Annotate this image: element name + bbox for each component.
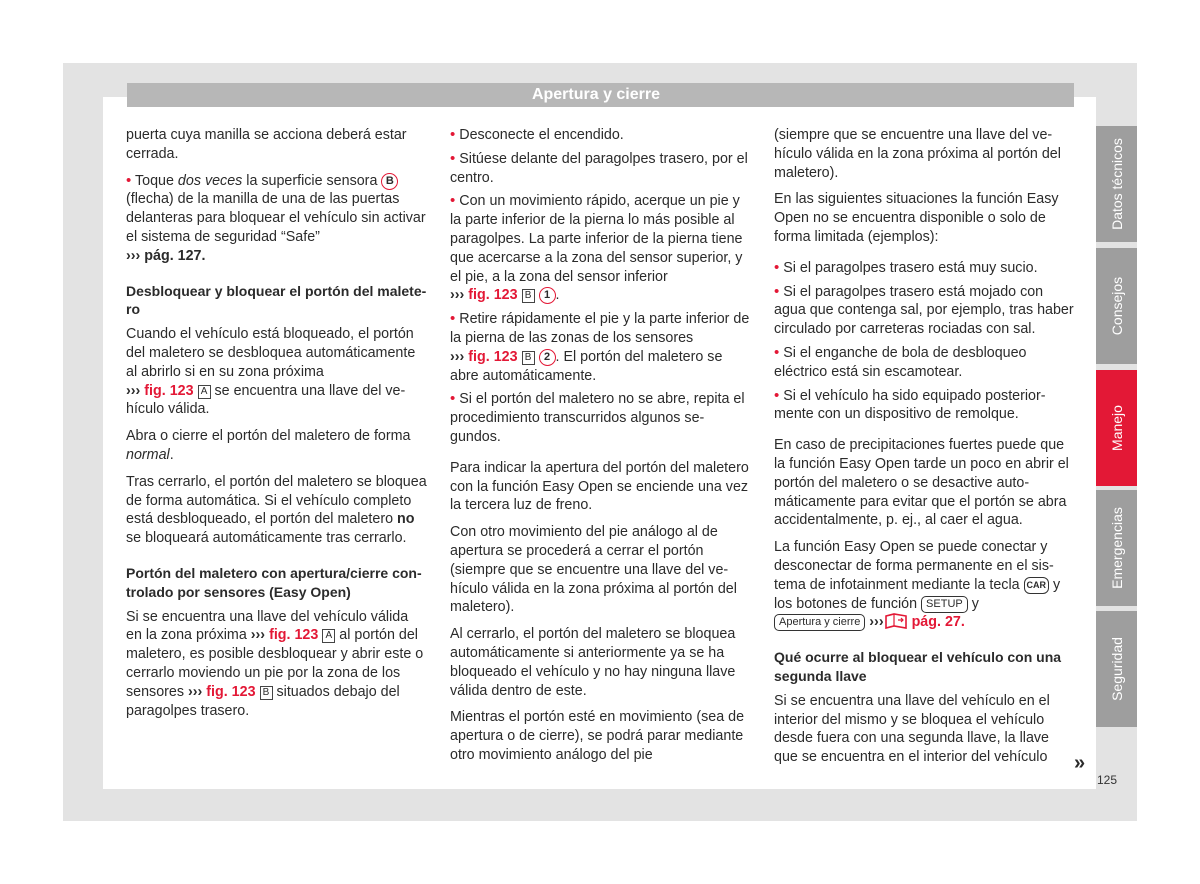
arrow-icon: ›››	[869, 614, 884, 631]
text: (flecha) de la manilla de una de las puertas delanteras para bloquear el vehículo sin activar el sistema de seguridad “Safe”	[126, 191, 426, 245]
text: y	[967, 595, 979, 612]
figure-callout-b: B	[522, 289, 535, 303]
tab-seguridad[interactable]	[1096, 611, 1137, 727]
bullet-item	[450, 390, 750, 446]
text: se encuentra una llave del vehículo válida.	[126, 382, 406, 418]
bullet-item	[774, 283, 1076, 339]
bullet-item	[450, 126, 750, 145]
figure-reference-link[interactable]	[126, 383, 194, 399]
ref-label: fig. 123	[468, 287, 518, 304]
setup-key-icon: SETUP	[921, 596, 968, 613]
text: Con un movimiento rápido, acerque un pie y la parte inferior de la pierna lo más posible al paragolpes. La parte inferior de la pierna tiene que acercarse a la zona del sensor superior, y el pie, a la zona del sensor inferior	[450, 193, 743, 285]
callout-2: 2	[539, 349, 556, 366]
figure-reference-link[interactable]	[188, 684, 256, 700]
tab-label: Datos técnicos	[1108, 138, 1125, 230]
continue-icon: »	[1074, 752, 1086, 774]
bullet-icon: •	[774, 258, 780, 276]
figure-callout-a: A	[322, 629, 335, 643]
figure-callout-b: B	[522, 351, 535, 365]
text: Cuando el vehículo está bloqueado, el portón del maletero se desbloquea automáticamente al abrirlo si en su zona próxima	[126, 326, 416, 380]
text: Retire rápidamente el pie y la parte inferior de la pierna de las zonas de los sensores	[450, 311, 750, 346]
function-key-apertura: Apertura y cierre	[774, 614, 865, 631]
bullet-icon: •	[450, 192, 456, 210]
bullet-icon: •	[450, 310, 456, 328]
ref-label: fig. 123	[468, 348, 518, 365]
tab-label: Seguridad	[1108, 637, 1125, 701]
bullet-item	[126, 172, 428, 266]
figure-reference-link[interactable]	[450, 287, 518, 303]
text: Si el portón del maletero no se abre, repita el procedimiento transcurridos algunos segundos.	[450, 391, 745, 445]
text: Si el vehículo ha sido equipado posteriormente con un dispositivo de remolque.	[774, 387, 1046, 423]
bullet-item	[774, 387, 1076, 425]
emphasis: dos veces	[177, 172, 243, 189]
ref-label: pág. 27.	[911, 614, 965, 631]
tab-label: Consejos	[1108, 276, 1125, 336]
arrow-icon: ›››	[126, 247, 141, 264]
bullet-icon: •	[774, 343, 780, 361]
tab-datos-tecnicos[interactable]	[1096, 126, 1137, 242]
ref-label: fig. 123	[144, 382, 194, 399]
page-reference-link[interactable]	[126, 248, 205, 264]
paragraph	[126, 473, 428, 548]
text: la superficie sensora	[242, 172, 382, 189]
bullet-item	[450, 150, 750, 188]
text: se bloqueará automáticamente tras cerrarlo.	[126, 530, 407, 547]
text: . El portón del maletero se abre automáticamente.	[450, 348, 723, 384]
paragraph	[126, 608, 428, 721]
paragraph: Con otro movimiento del pie análogo al de apertura se procederá a cerrar el portón (siempre que se encuentre una llave del vehículo válida en la zona próxima al portón del maletero).	[450, 524, 737, 616]
text: Desconecte el encendido.	[459, 127, 624, 143]
tab-manejo[interactable]	[1096, 370, 1137, 486]
text: Tras cerrarlo, el portón del maletero se bloquea de forma automática. Si el vehículo completo está desbloqueado, el portón del maletero	[126, 473, 427, 528]
figure-reference-link[interactable]	[450, 349, 518, 365]
tab-consejos[interactable]	[1096, 248, 1137, 364]
bullet-icon: •	[774, 386, 780, 404]
text: Toque	[134, 172, 178, 189]
subheading: Desbloquear y bloquear el portón del maletero	[126, 282, 427, 318]
arrow-icon: ›››	[187, 683, 203, 700]
figure-callout-a: A	[198, 385, 211, 399]
paragraph: Si se encuentra una llave del vehículo en el interior del mismo y se bloquea el vehículo desde fuera con una segunda llave, la llave que se encuentra en el interior del vehículo	[774, 692, 1050, 766]
paragraph: Mientras el portón esté en movimiento (sea de apertura o de cierre), se podrá parar mediante otro movimiento análogo del pie	[450, 709, 745, 763]
ref-label: pág. 127.	[144, 247, 206, 264]
tab-label: Emergencias	[1108, 507, 1125, 589]
column-1	[126, 126, 428, 728]
text: Sitúese delante del paragolpes trasero, por el centro.	[450, 150, 748, 186]
subheading: Qué ocurre al bloquear el vehículo con una segunda llave	[774, 649, 1062, 684]
column-3	[774, 126, 1076, 775]
car-key-icon: CAR	[1024, 577, 1050, 594]
bullet-icon: •	[450, 149, 456, 167]
figure-callout-b: B	[260, 686, 273, 700]
tab-emergencias[interactable]	[1096, 490, 1137, 606]
text: Si el paragolpes trasero está muy sucio.	[783, 259, 1038, 276]
paragraph: Para indicar la apertura del portón del maletero con la función Easy Open se enciende una vez la tercera luz de freno.	[450, 459, 749, 514]
text: situados debajo del paragolpes trasero.	[126, 683, 400, 719]
text: .	[169, 446, 174, 463]
section-header: Apertura y cierre	[127, 83, 1074, 107]
bullet-item	[774, 259, 1076, 278]
subheading: Portón del maletero con apertura/cierre controlado por sensores (Easy Open)	[126, 564, 422, 600]
paragraph: En las siguientes situaciones la función Easy Open no se encuentra disponible o solo de forma limitada (ejemplos):	[774, 191, 1059, 245]
column-2	[450, 126, 750, 773]
text: y los botones de función	[774, 576, 1061, 612]
callout-b: B	[381, 173, 398, 190]
ref-label: fig. 123	[206, 683, 256, 700]
book-reference-icon	[884, 613, 908, 629]
ref-label: fig. 123	[269, 627, 319, 644]
callout-1: 1	[539, 287, 556, 304]
bullet-icon: •	[774, 282, 780, 300]
paragraph	[126, 427, 428, 465]
paragraph	[774, 538, 1076, 632]
arrow-icon: ›››	[450, 348, 465, 365]
page-reference-link[interactable]	[869, 614, 965, 630]
text: Abra o cierre el portón del maletero de forma	[126, 428, 411, 445]
bullet-item	[450, 310, 750, 385]
text: Si se encuentra una llave del vehículo válida en la zona próxima	[126, 608, 409, 644]
text: La función Easy Open se puede conectar y desconectar de forma permanente en el sistema de infotainment mediante la tecla	[774, 539, 1054, 593]
tab-label: Manejo	[1108, 405, 1125, 451]
strong: no	[397, 511, 415, 528]
bullet-icon: •	[126, 171, 132, 189]
emphasis: normal	[126, 446, 170, 463]
paragraph: Al cerrarlo, el portón del maletero se bloquea automáticamente si anteriormente ya se ha bloqueado el vehículo y no hay ninguna llave válida dentro de este.	[450, 626, 736, 699]
paragraph: puerta cuya manilla se acciona deberá estar cerrada.	[126, 127, 407, 162]
text: al portón del maletero, es posible desbloquear y abrir este o cerrarlo moviendo un pie por la zona de los sensores	[126, 627, 424, 700]
arrow-icon: ›››	[250, 627, 266, 644]
bullet-item	[774, 344, 1076, 382]
page-number: 125	[1097, 773, 1118, 787]
bullet-item: • Con un movimiento rápido, acerque un pie y la parte inferior de la pierna lo más posible al paragolpes. La parte inferior de la pierna tiene que acercarse a la zona del sensor superior, y el pie, a la zona del sensor inferior ››› fig. 123 B 1 .	[450, 192, 743, 304]
bullet-icon: •	[450, 390, 456, 408]
text: Si el paragolpes trasero está mojado con agua que contenga sal, por ejemplo, tras haber circulado por carreteras rociadas con sal.	[774, 283, 1074, 338]
paragraph: (siempre que se encuentre una llave del vehículo válida en la zona próxima al portón del maletero).	[774, 127, 1061, 181]
text: Si el enganche de bola de desbloqueo eléctrico está sin escamotear.	[774, 344, 1027, 380]
bullet-icon: •	[450, 126, 456, 143]
paragraph: En caso de precipitaciones fuertes puede que la función Easy Open tarde un poco en abrir el portón del maletero o se desactive automáticamente para evitar que el portón se abra accidentalmente, p. ej., al caer el agua.	[774, 437, 1069, 529]
paragraph	[126, 325, 428, 419]
arrow-icon: ›››	[450, 287, 465, 304]
figure-reference-link[interactable]	[251, 627, 319, 643]
arrow-icon: ›››	[126, 382, 141, 399]
